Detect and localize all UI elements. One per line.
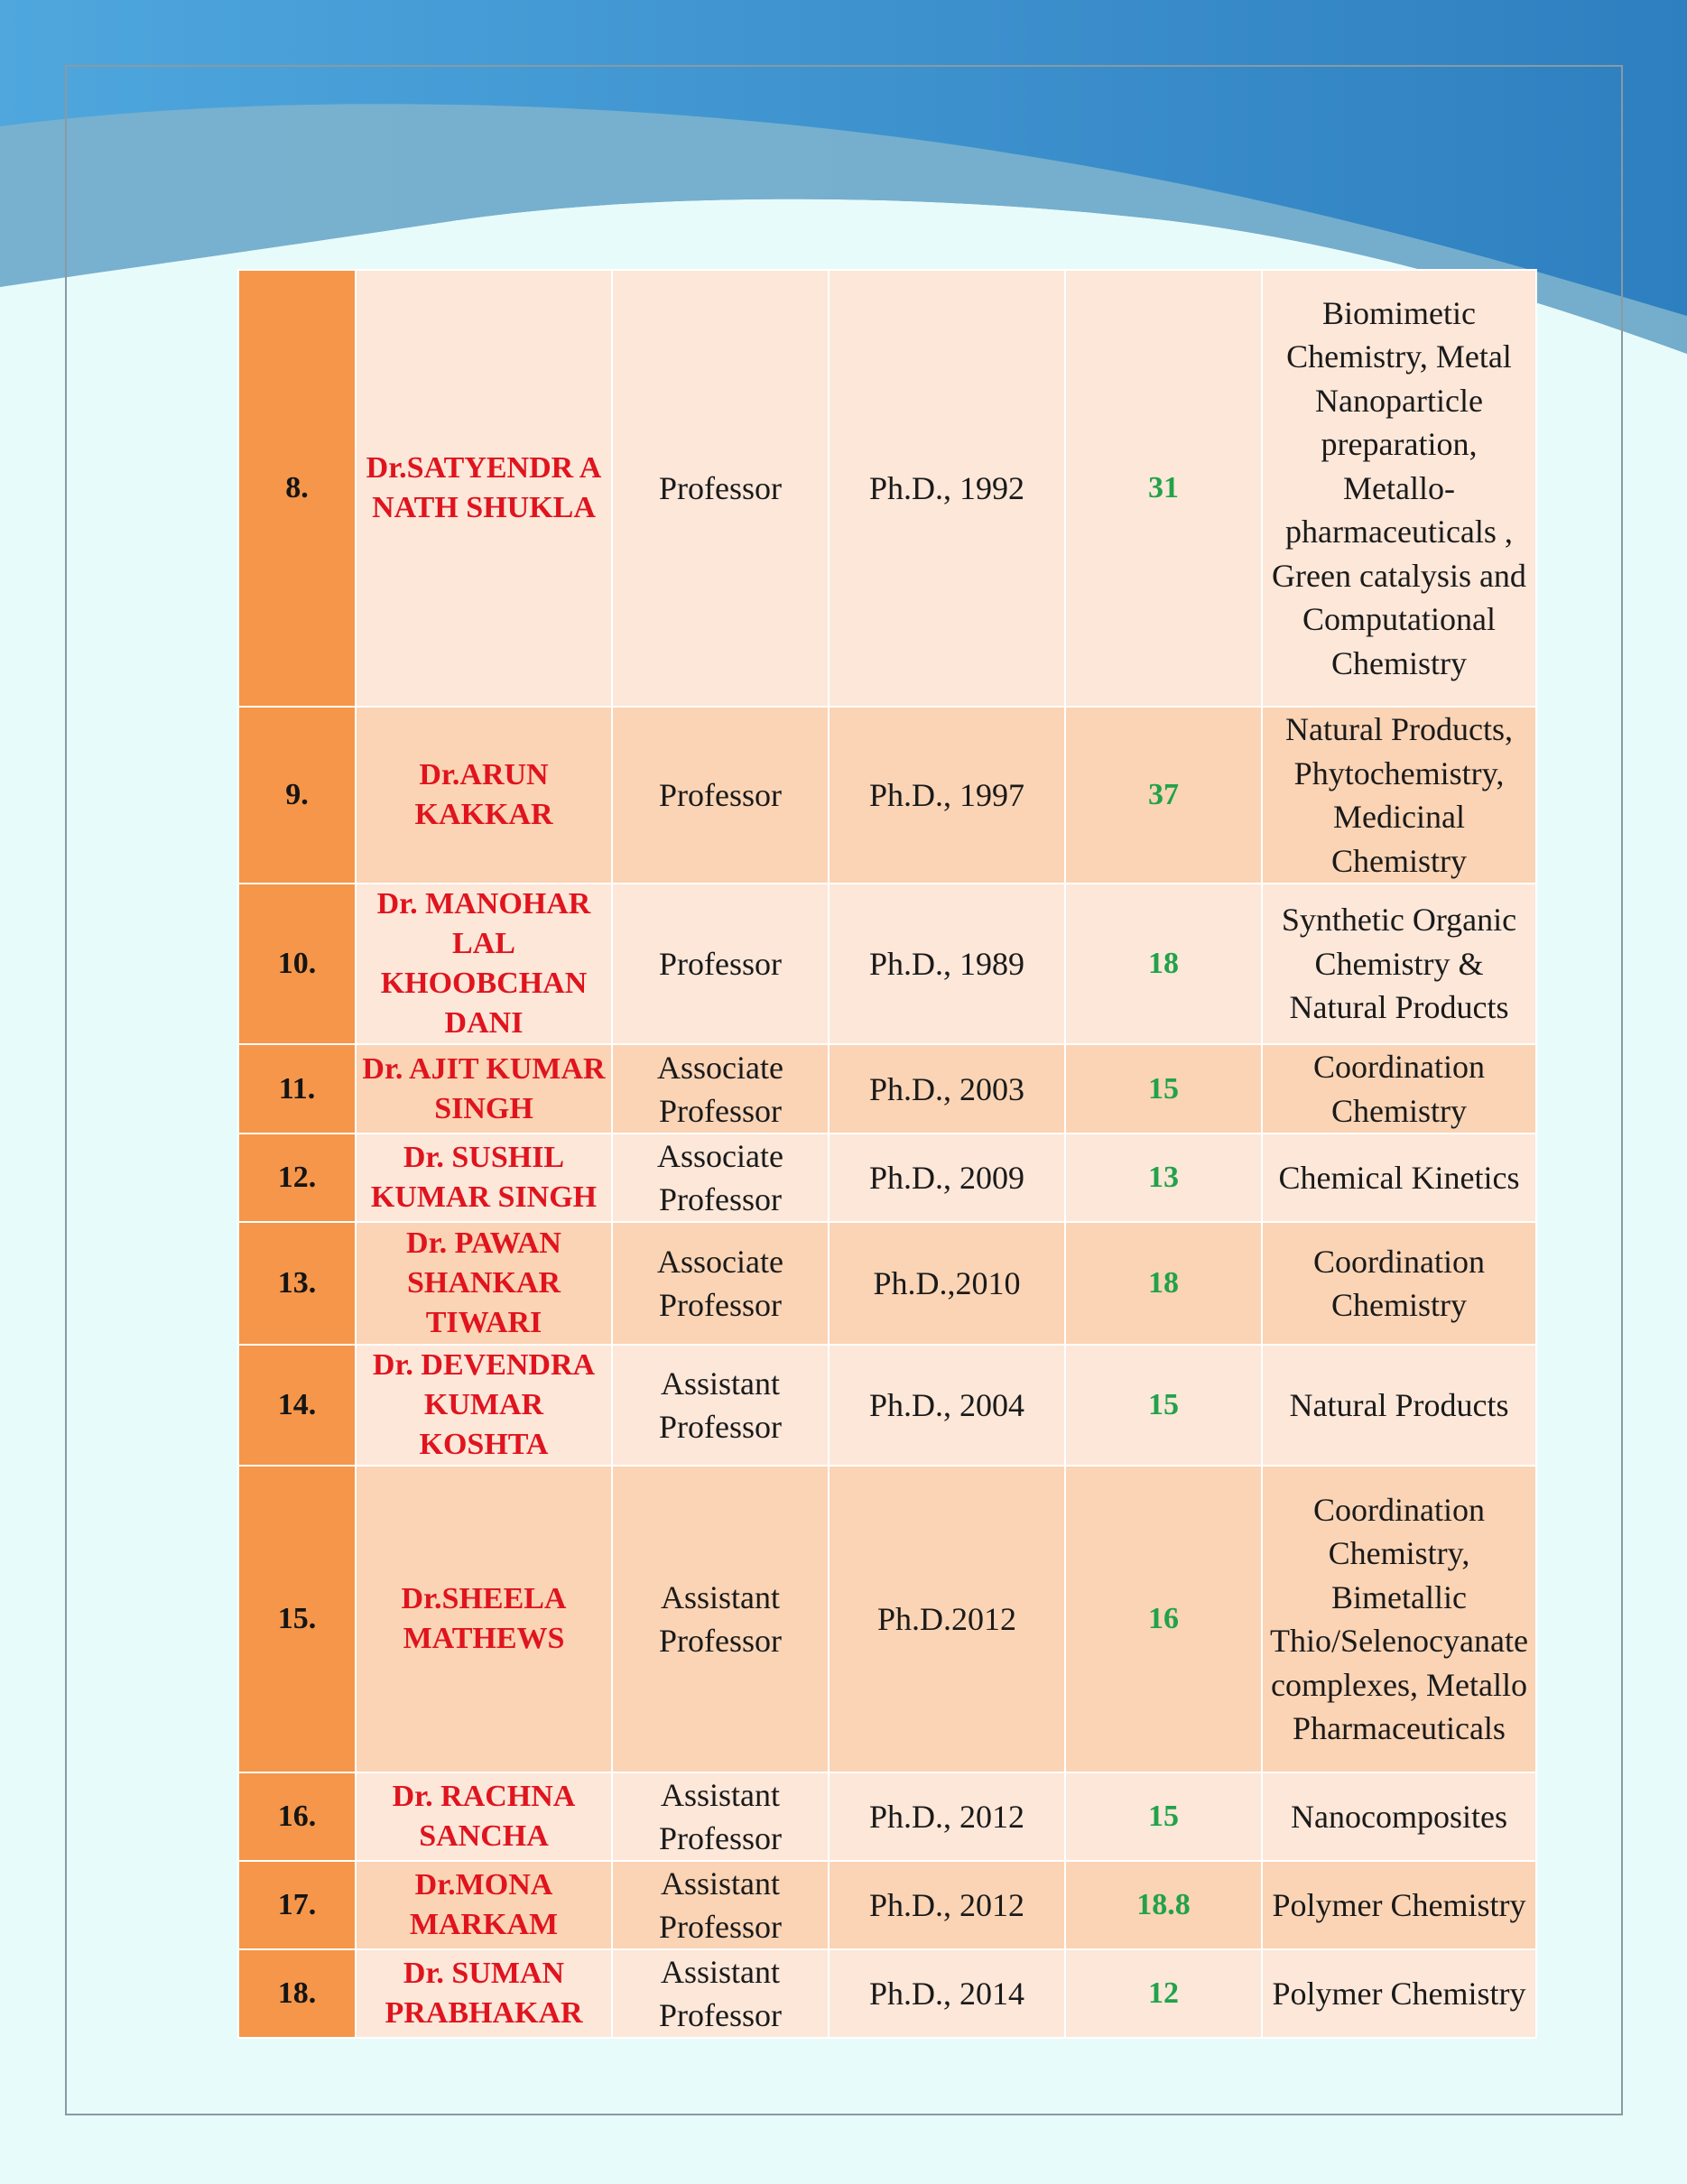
faculty-name: Dr. AJIT KUMAR SINGH <box>356 1044 612 1134</box>
designation: Associate Professor <box>612 1134 829 1222</box>
experience-years: 16 <box>1065 1466 1262 1772</box>
faculty-name: Dr.ARUN KAKKAR <box>356 707 612 884</box>
specialization: Coordination Chemistry <box>1262 1222 1536 1345</box>
specialization: Coordination Chemistry, Bimetallic Thio/Selenocyanate complexes, Metallo Pharmaceuticals <box>1262 1466 1536 1772</box>
qualification: Ph.D., 2014 <box>829 1949 1065 2038</box>
table-row <box>238 1134 1536 1222</box>
faculty-name: Dr. PAWAN SHANKAR TIWARI <box>356 1222 612 1345</box>
serial-number: 11. <box>238 1044 356 1134</box>
faculty-name: Dr. SUSHIL KUMAR SINGH <box>356 1134 612 1222</box>
serial-number: 14. <box>238 1345 356 1466</box>
serial-number: 8. <box>238 270 356 707</box>
table-row <box>238 1044 1536 1134</box>
faculty-name: Dr. RACHNA SANCHA <box>356 1772 612 1861</box>
faculty-name: Dr.SATYENDR A NATH SHUKLA <box>356 270 612 707</box>
experience-years: 18 <box>1065 884 1262 1044</box>
table-row <box>238 1345 1536 1466</box>
specialization: Polymer Chemistry <box>1262 1861 1536 1949</box>
designation: Professor <box>612 270 829 707</box>
specialization: Polymer Chemistry <box>1262 1949 1536 2038</box>
table-row <box>238 1949 1536 2038</box>
serial-number: 15. <box>238 1466 356 1772</box>
experience-years: 15 <box>1065 1772 1262 1861</box>
experience-years: 31 <box>1065 270 1262 707</box>
specialization: Biomimetic Chemistry, Metal Nanoparticle preparation, Metallo-pharmaceuticals , Green catalysis and Computational Chemistry <box>1262 270 1536 707</box>
table-row <box>238 1861 1536 1949</box>
designation: Professor <box>612 707 829 884</box>
serial-number: 12. <box>238 1134 356 1222</box>
faculty-name: Dr.MONA MARKAM <box>356 1861 612 1949</box>
qualification: Ph.D., 1989 <box>829 884 1065 1044</box>
specialization: Natural Products <box>1262 1345 1536 1466</box>
serial-number: 17. <box>238 1861 356 1949</box>
designation: Assistant Professor <box>612 1949 829 2038</box>
specialization: Natural Products, Phytochemistry, Medicinal Chemistry <box>1262 707 1536 884</box>
experience-years: 15 <box>1065 1044 1262 1134</box>
serial-number: 18. <box>238 1949 356 2038</box>
qualification: Ph.D., 1992 <box>829 270 1065 707</box>
experience-years: 37 <box>1065 707 1262 884</box>
designation: Assistant Professor <box>612 1345 829 1466</box>
qualification: Ph.D., 2003 <box>829 1044 1065 1134</box>
designation: Assistant Professor <box>612 1861 829 1949</box>
experience-years: 13 <box>1065 1134 1262 1222</box>
serial-number: 16. <box>238 1772 356 1861</box>
table-row <box>238 707 1536 884</box>
specialization: Chemical Kinetics <box>1262 1134 1536 1222</box>
experience-years: 18.8 <box>1065 1861 1262 1949</box>
designation: Associate Professor <box>612 1222 829 1345</box>
specialization: Synthetic Organic Chemistry & Natural Products <box>1262 884 1536 1044</box>
serial-number: 9. <box>238 707 356 884</box>
faculty-name: Dr. DEVENDRA KUMAR KOSHTA <box>356 1345 612 1466</box>
designation: Assistant Professor <box>612 1772 829 1861</box>
qualification: Ph.D.2012 <box>829 1466 1065 1772</box>
qualification: Ph.D., 2012 <box>829 1772 1065 1861</box>
table-row <box>238 884 1536 1044</box>
experience-years: 15 <box>1065 1345 1262 1466</box>
designation: Assistant Professor <box>612 1466 829 1772</box>
experience-years: 12 <box>1065 1949 1262 2038</box>
specialization: Coordination Chemistry <box>1262 1044 1536 1134</box>
designation: Associate Professor <box>612 1044 829 1134</box>
table-row <box>238 1772 1536 1861</box>
experience-years: 18 <box>1065 1222 1262 1345</box>
serial-number: 13. <box>238 1222 356 1345</box>
qualification: Ph.D., 2009 <box>829 1134 1065 1222</box>
faculty-name: Dr. SUMAN PRABHAKAR <box>356 1949 612 2038</box>
serial-number: 10. <box>238 884 356 1044</box>
table-row <box>238 270 1536 707</box>
qualification: Ph.D., 2012 <box>829 1861 1065 1949</box>
qualification: Ph.D., 1997 <box>829 707 1065 884</box>
table-row <box>238 1466 1536 1772</box>
qualification: Ph.D.,2010 <box>829 1222 1065 1345</box>
faculty-table <box>237 269 1537 2039</box>
faculty-name: Dr.SHEELA MATHEWS <box>356 1466 612 1772</box>
table-row <box>238 1222 1536 1345</box>
qualification: Ph.D., 2004 <box>829 1345 1065 1466</box>
specialization: Nanocomposites <box>1262 1772 1536 1861</box>
designation: Professor <box>612 884 829 1044</box>
faculty-name: Dr. MANOHAR LAL KHOOBCHAN DANI <box>356 884 612 1044</box>
